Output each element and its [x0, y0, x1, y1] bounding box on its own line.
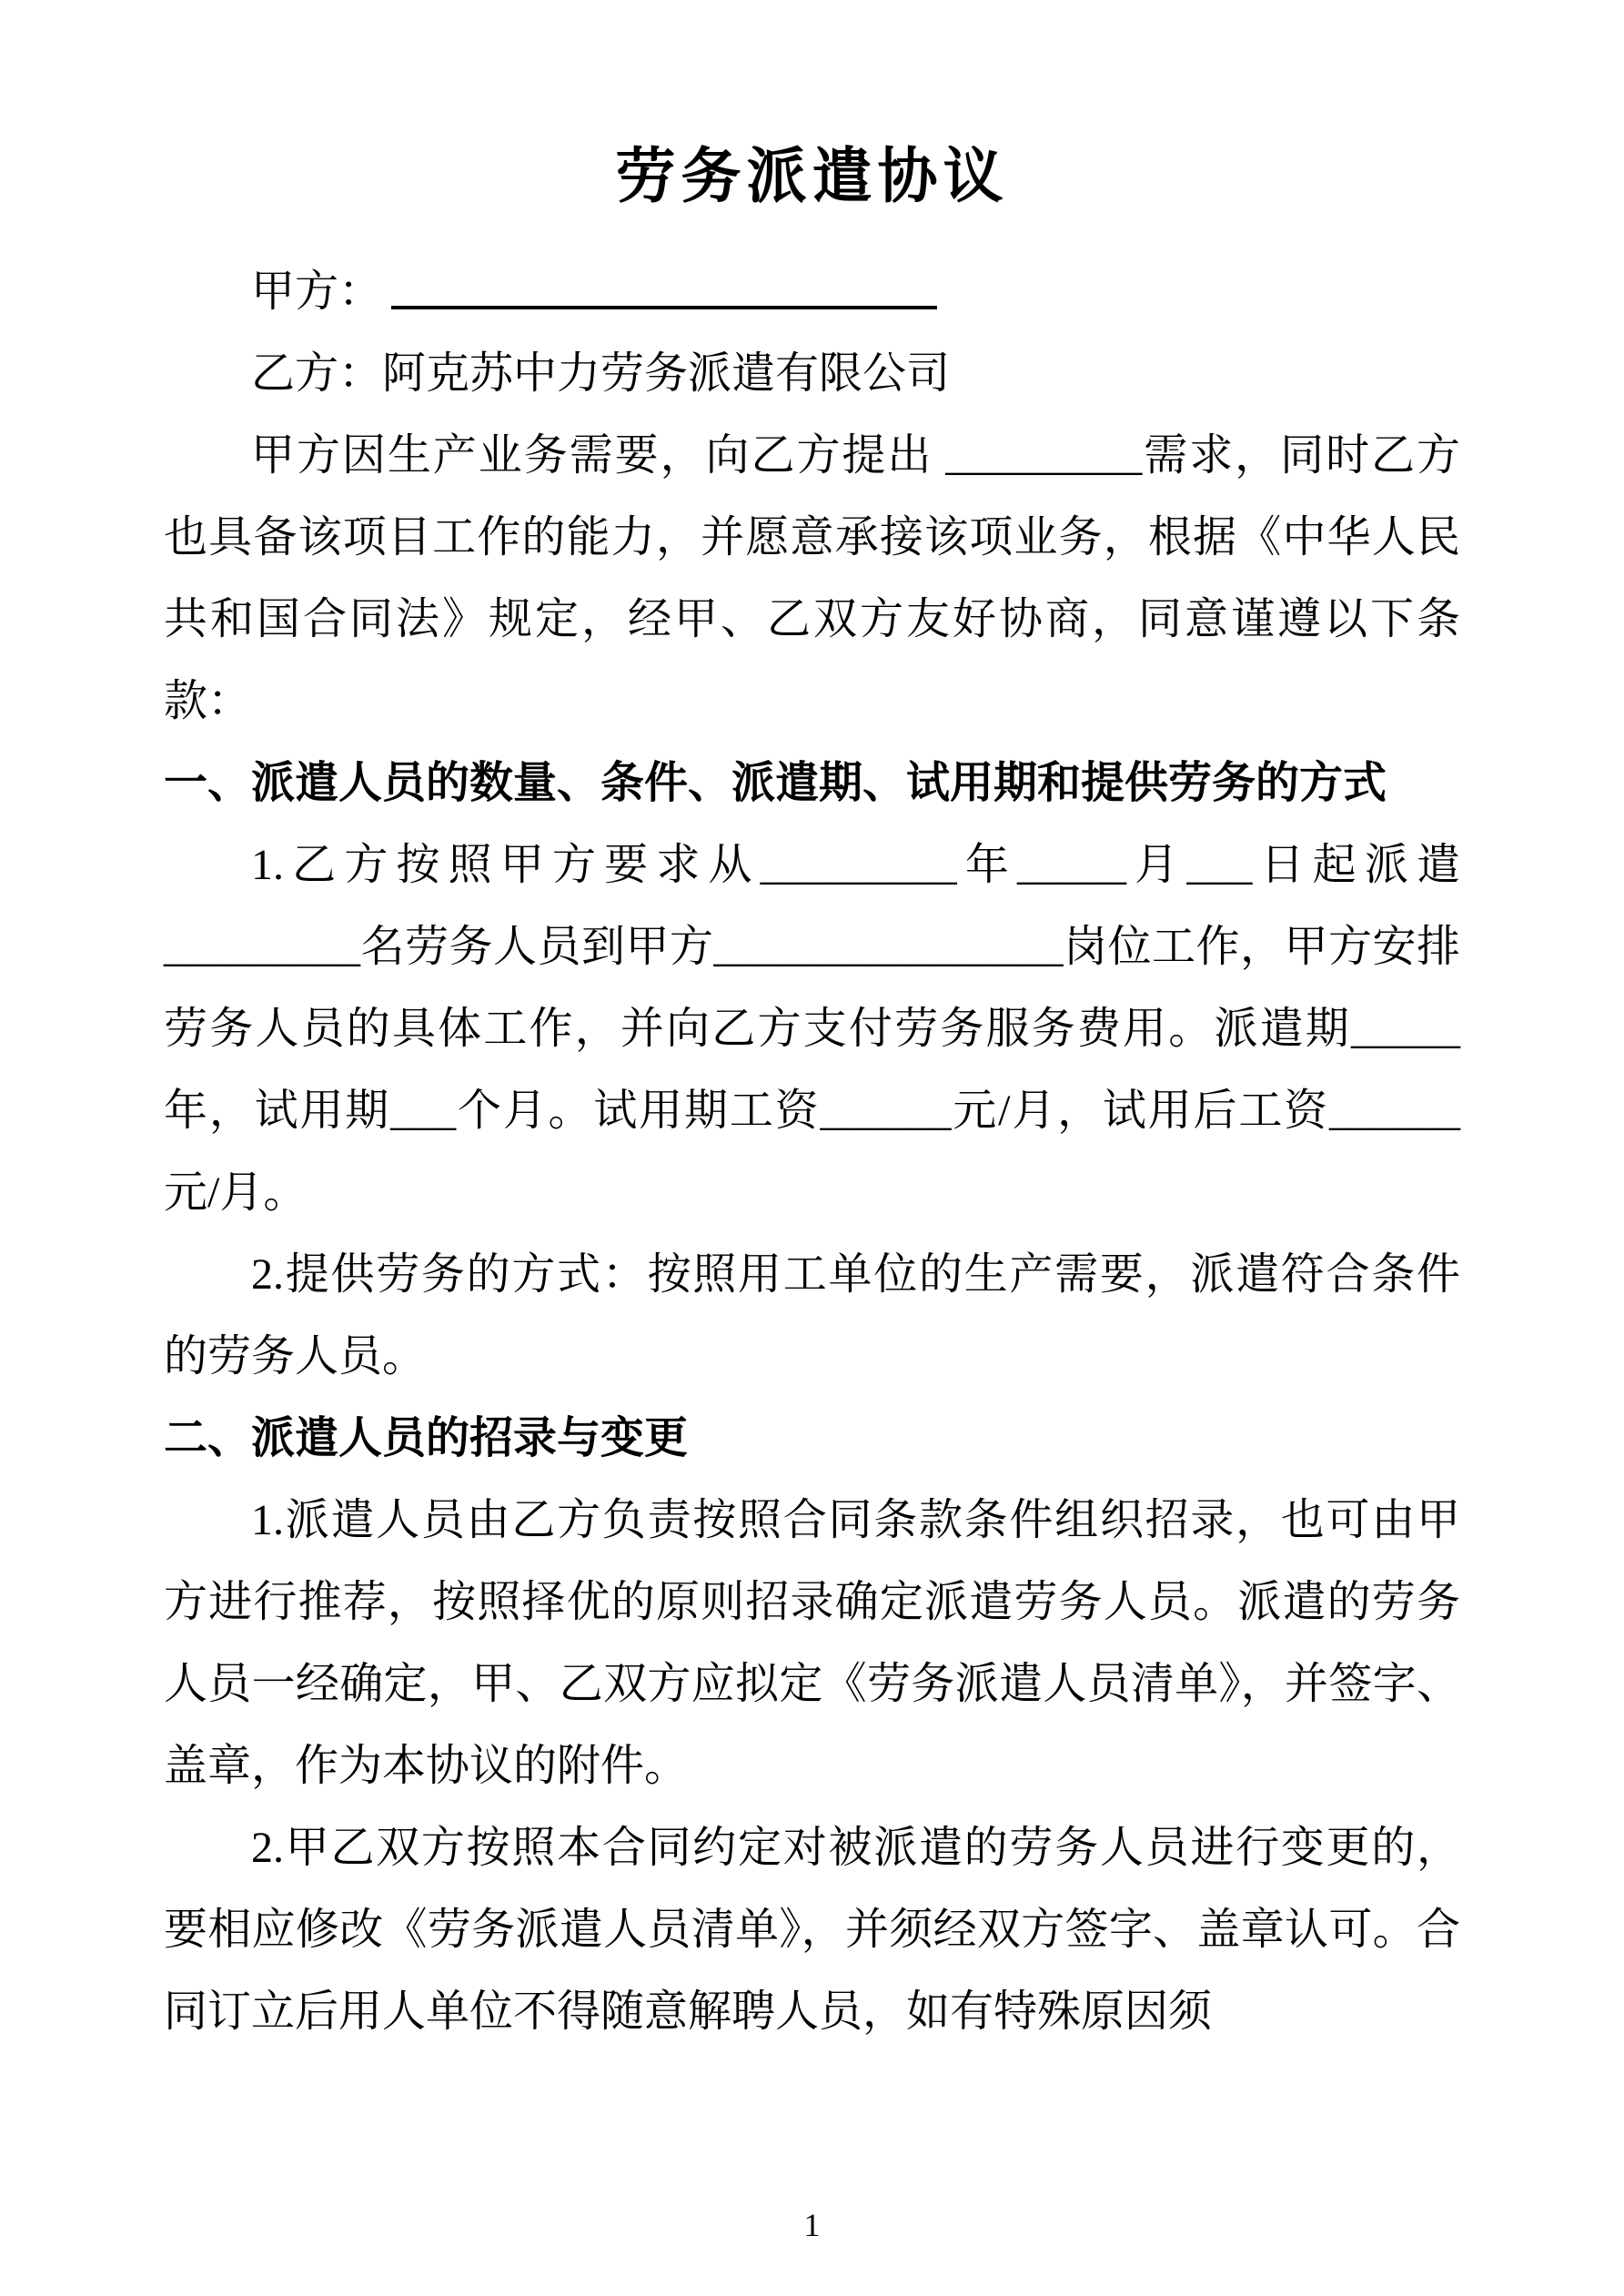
party-b-label: 乙方： — [251, 349, 383, 398]
party-b-row — [164, 333, 1460, 415]
section-2-paragraph-2: 2.甲乙双方按照本合同约定对被派遣的劳务人员进行变更的，要相应修改《劳务派遣人员清单》，并须经双方签字、盖章认可。合同订立后用人单位不得随意解聘人员，如有特殊原因须 — [164, 1824, 1460, 2036]
party-a-label: 甲方： — [251, 268, 383, 316]
party-a-row — [164, 251, 1460, 333]
section-2-heading: 二、派遣人员的招录与变更 — [164, 1414, 689, 1462]
section-1-paragraph-1: 1.乙方按照甲方要求从_________年_____月___日起派遣_________名劳务人员到甲方________________岗位工作，甲方安排劳务人员的具体工作，并向乙方支付劳务服务费用。派遣期_____年，试用期___个月。试用期工资______元/月，试用后工资______元/月。 — [164, 841, 1460, 1217]
page-number: 1 — [803, 2207, 821, 2243]
section-1-heading: 一、派遣人员的数量、条件、派遣期、试用期和提供劳务的方式 — [164, 759, 1387, 807]
party-a-blank-line — [391, 306, 937, 309]
section-2-paragraph-1: 1.派遣人员由乙方负责按照合同条款条件组织招录，也可由甲方进行推荐，按照择优的原则招录确定派遣劳务人员。派遣的劳务人员一经确定，甲、乙双方应拟定《劳务派遣人员清单》，并签字、盖章，作为本协议的附件。 — [164, 1496, 1460, 1790]
section-1-paragraph-2: 2.提供劳务的方式：按照用工单位的生产需要，派遣符合条件的劳务人员。 — [164, 1250, 1460, 1381]
party-b-value: 阿克苏中力劳务派遣有限公司 — [382, 349, 951, 398]
document-title: 劳务派遣协议 — [615, 144, 1009, 210]
intro-paragraph: 甲方因生产业务需要，向乙方提出 _________需求，同时乙方也具备该项目工作的能力，并愿意承接该项业务，根据《中华人民共和国合同法》规定，经甲、乙双方友好协商，同意谨遵以下条款： — [164, 431, 1460, 725]
